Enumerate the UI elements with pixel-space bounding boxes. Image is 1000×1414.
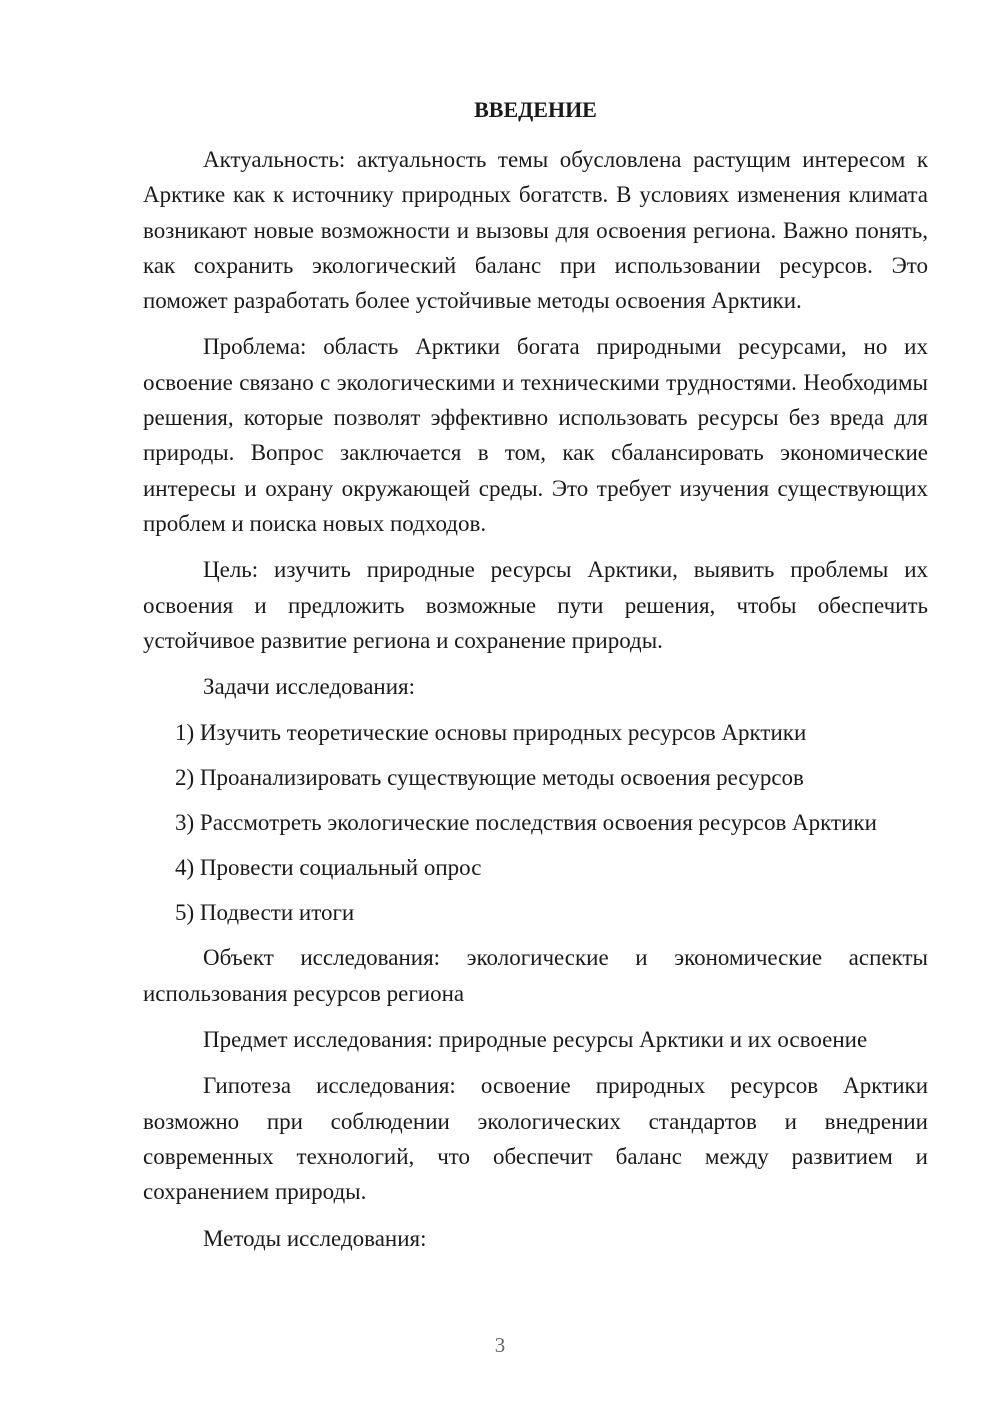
page-title: ВВЕДЕНИЕ	[474, 97, 597, 122]
paragraph-object: Объект исследования: экологические и экономические аспекты использования ресурсов региона	[143, 945, 928, 1006]
paragraph-hypothesis: Гипотеза исследования: освоение природных ресурсов Арктики возможно при соблюдении экологических стандартов и внедрении современных технологий, что обеспечит баланс между развитием и сохранением природы.	[143, 1073, 928, 1205]
paragraph-relevance: Актуальность: актуальность темы обусловлена растущим интересом к Арктике как к источнику природных богатств. В условиях изменения климата возникают новые возможности и вызовы для освоения региона. Важно понять, как сохранить экологический баланс при использовании ресурсов. Это поможет разработать более устойчивые методы освоения Арктики.	[143, 147, 928, 314]
list-item-task-1: 1) Изучить теоретические основы природных ресурсов Арктики	[175, 720, 807, 746]
page-number: 3	[494, 1333, 506, 1357]
paragraph-problem: Проблема: область Арктики богата природными ресурсами, но их освоение связано с экологическими и техническими трудностями. Необходимы решения, которые позволят эффективно использовать ресурсы без вреда для природы. Вопрос заключается в том, как сбалансировать экономические интересы и охрану окружающей среды. Это требует изучения существующих проблем и поиска новых подходов.	[143, 334, 928, 536]
paragraph-goal: Цель: изучить природные ресурсы Арктики, выявить проблемы их освоения и предложить возможные пути решения, чтобы обеспечить устойчивое развитие региона и сохранение природы.	[143, 557, 928, 653]
document-page	[143, 94, 928, 1267]
paragraph-methods-heading: Методы исследования:	[203, 1225, 427, 1251]
list-item-task-4: 4) Провести социальный опрос	[175, 855, 482, 881]
list-item-task-2: 2) Проанализировать существующие методы освоения ресурсов	[175, 765, 804, 791]
paragraph-subject: Предмет исследования: природные ресурсы Арктики и их освоение	[203, 1027, 868, 1053]
list-item-task-5: 5) Подвести итоги	[175, 900, 355, 926]
paragraph-tasks-heading: Задачи исследования:	[203, 674, 416, 700]
list-item-task-3: 3) Рассмотреть экологические последствия освоения ресурсов Арктики	[175, 810, 877, 836]
